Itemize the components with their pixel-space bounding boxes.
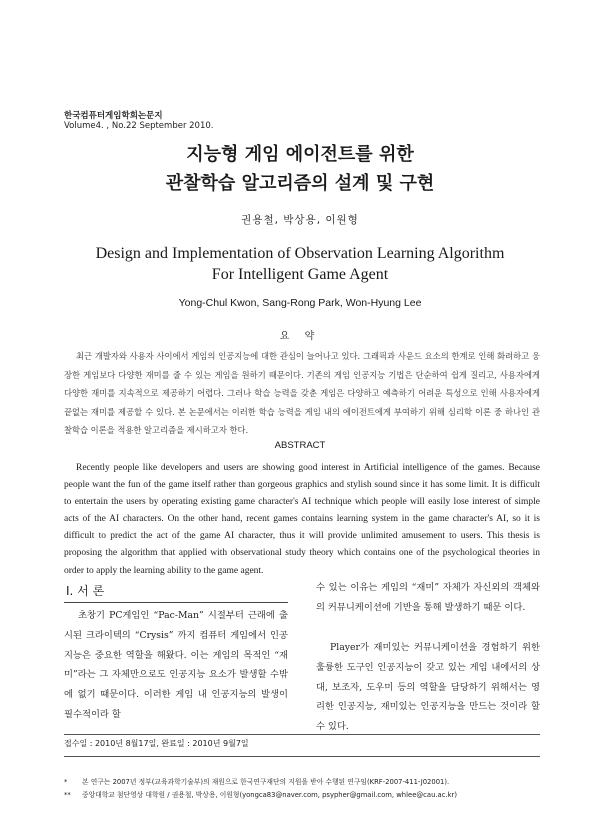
- title-english-line-2: For Intelligent Game Agent: [211, 266, 389, 283]
- footnote-funding: [64, 778, 449, 787]
- abstract-korean-heading: 요 약: [279, 331, 321, 342]
- abstract-korean-text: 최근 개발자와 사용자 사이에서 게임의 인공지능에 대한 관심이 늘어나고 있다. 그래픽과 사운드 요소의 한계로 인해 화려하고 웅장한 게임보다 다양한 재미를 줄 수 있는 게임을 원하기 때문이다. 기존의 게임 인공지능 기법은 단순하여 쉽게 질리고, 사용자에게 다양한 재미를 지속적으로 제공하기 어렵다. 그러나 학습 능력을 갖춘 게임은 다양하고 예측하기 어려운 특성으로 인해 사용자에게 끝없는 재미를 제공할 수 있다. 본 논문에서는 이러한 학습 능력을 게임 내의 에이전트에게 부여하기 위해 심리학 이론 중 하나인 관찰학습 이론을 적용한 알고리즘을 제시하고자 한다.: [64, 351, 540, 435]
- abstract-english-heading: ABSTRACT: [274, 440, 326, 451]
- section-heading-introduction: Ⅰ. 서 론: [66, 584, 105, 598]
- authors-english: Yong-Chul Kwon, Sang-Rong Park, Won-Hyung Lee: [178, 297, 422, 309]
- journal-name: 한국컴퓨터게임학회논문지: [64, 111, 163, 121]
- abstract-english-text: Recently people like developers and users are showing good interest in Artificial intelligence of the games. Because people want the fun of the game itself rather than gorgeous graphics and stylish sound since it has some limit. It is difficult to entertain the users by operating existing game character's AI technique which people will easily lose interest of simple acts of the AI characters. On the other hand, recent games contains learning system in the game character's AI, so it is difficult to predict the act of the game AI character, thus it will provide unlimited amusement to users. This thesis is proposing the algorithm that applied with observational study theory which contains one of the psychological theories in order to apply the learning ability to the game agent.: [64, 463, 540, 576]
- journal-issue: Volume4. , No.22 September 2010.: [64, 121, 214, 131]
- footnote-text: 중앙대학교 첨단영상 대학원 / 권용철, 박상용, 이원형(yongca83@naver.com, psypher@gmail.com, whlee@cau.ac.kr): [82, 791, 457, 799]
- intro-right-column-text-2: Player가 재미있는 커뮤니케이션을 경험하기 위한 훌륭한 도구인 인공지능이 갖고 있는 게임 내에서의 상대, 보조자, 도우미 등의 역할을 담당하기 위해서는 영리한 인공지능, 재미있는 인공지능을 만드는 것이라 할 수 있다.: [316, 642, 540, 733]
- submission-dates: 접수일 : 2010년 8월17일, 완료일 : 2010년 9월7일: [64, 739, 249, 748]
- intro-right-column-text-1: 수 있는 이유는 게임의 “재미” 자체가 자신외의 객체와의 커뮤니케이션에 기반을 통해 발생하기 때문 이다.: [316, 582, 540, 613]
- footnote-divider: [64, 756, 540, 757]
- title-korean-line-1: 지능형 게임 에이전트를 위한: [186, 144, 414, 165]
- footnote-mark: **: [64, 791, 71, 799]
- journal-header: [64, 111, 213, 131]
- footnote-mark: *: [64, 778, 68, 786]
- title-korean-line-2: 관찰학습 알고리즘의 설계 및 구현: [165, 173, 435, 194]
- footnote-text: 본 연구는 2007년 정부(교육과학기술부)의 재원으로 한국연구재단의 지원을 받아 수행된 연구임(KRF-2007-411-J02001).: [82, 778, 450, 786]
- footnote-affiliation: [64, 791, 457, 800]
- section-divider: [64, 602, 288, 603]
- dates-divider: [64, 734, 540, 735]
- intro-left-column-text: 초창기 PC게임인 “Pac-Man” 시절부터 근래에 출시된 크라이텍의 “Crysis” 까지 컴퓨터 게임에서 인공지능은 중요한 역할을 해왔다. 이는 게임의 목적인 “재미”라는 그 자체만으로도 인공지능 요소가 발생할 수밖에 없기 때문이다. 이러한 게임 내 인공지능의 발생이 필수적이라 할: [64, 610, 288, 720]
- title-english-line-1: Design and Implementation of Observation Learning Algorithm: [95, 245, 505, 262]
- authors-korean: 권용철, 박상용, 이원형: [241, 214, 359, 226]
